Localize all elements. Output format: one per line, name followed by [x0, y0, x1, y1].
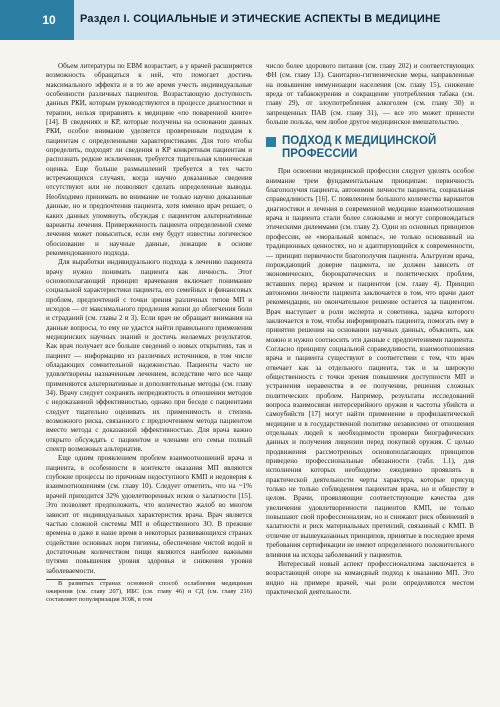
paragraph: Еще одним проявлением проблем взаимоотношений врача и пациента, в особенности в контексте оказания МП являются глубокие процессы по причинам недоступного КМП и недоверия к взаимоотношениям (см. главу 10). Следует отметить, что на ~1% врачей приходится 32% удовлетворенных исков о халатности [15]. Это позволяет предположить, что количество жалоб во многом зависит от индивидуальных характеристик врача. Врач является частью сложной системы МП и общественного ЗО. В прежние времена в даже в наше время в некоторых развивающихся странах содействие основных норм гигиены, обеспечение чистой водой и достаточным количеством пищи являются наиболее важными путями повышения уровня здоровья и снижения уровня заболеваемости. [46, 454, 252, 575]
right-column [266, 62, 474, 597]
section-heading [266, 135, 474, 161]
paragraph: При освоении медицинской профессии следует уделять особое внимание трем фундаментальным принципам: первичность благополучия пациента, автономия личности пациента, социальная справедливость [16]. С появлением большого количества вариантов диагностики и лечения в современной медицине взаимоотношения врача и пациента стали более сложными и могут сопровождаться этическими дилеммами (см. главу 2). Один из основных принципов профессии, ее «моральный компас», не только основанный на традиционных ценностях, но и адаптирующийся к современности, — принцип первичности благополучия пациента. Альтруизм врача, порождающий доверие пациента, не должен зависеть от экономических, бюрократических и политических проблем, вставших перед врачом и пациентом (см. главу 4). Принцип автономии личности пациента заключается в том, что врачи дают рекомендации, но окончательное решение остается за пациентом. Врач выступает в роли эксперта и советника, задача которого заключается в том, чтобы информировать пациента, помогать ему в принятии решения на основании научных данных, объяснять, как можно и нужно соотносить эти данные с предпочтениями пациента. Согласно принципу социальной справедливости, взаимоотношения врача и пациента существуют в соответствии с тем, что врач отвечает как за отдельного пациента, так и за широкую общественность с точки зрения повышения доступности МП и устранения неравенства в ее получении, решения сложных политических проблем. Например, результаты исследований вопроса взаимосвязи интерсерийного оружия и частоты убийств и самоубийств [17] могут найти применение в профилактической медицине и в государственной политике независимо от отношения отдельных людей к необходимости проверки биографических данных и получения лицензии перед покупкой оружия. С целью продвижения рассмотренных основополагающих принципов приведено профессиональные обязанности (табл. 1.1), для исполнения которых необходимо ежедневно проявлять в практической деятельности черты характера, которые присущ только не только соблюдением пациентам врача, но и обществу в целом. Врачи, проявляющие соответствующие качества для увеличения удовлетворенности пациентов КМП, не только повышают свой профессионализм, но и снижают риск обвинений в халатности и риск материальных претензий, связанный с КМП. В отличие от вышеуказанных принципов, принятые в последнее время требования сертификации не имеют определенного положительного влияния на исходы заболеваний у пациентов. [266, 167, 474, 559]
section-marker-icon [266, 137, 276, 147]
section-title: ПОДХОД К МЕДИЦИНСКОЙ ПРОФЕССИИ [282, 135, 437, 161]
paragraph: Объем литературы по EBM возрастает, а у врачей расширяется возможность обращаться к ней, что помогает достичь максимального эффекта и в то же время учесть индивидуальные особенности различных пациентов. Возрастающую доступность данных РКИ, которым руководствуются в процессе диагностики и терапии, нельзя приравнять к медицине «по поваренной книге» [14]. В сведениях и КР, которые получены на основании данных РКИ, особое внимание уделяется проверенным подходам к пациентам с определенными характеристиками. Для того чтобы определить, подходят ли сведения и КР конкретным пациентам и распознать редкие исключения, требуется тщательная клиническая оценка. Еще больше размышлений требуется в тех часто встречающихся случаях, когда научно доказанные сведения отсутствуют или не позволяют сделать определенные выводы. Необходимо принимать во внимание не только научно доказанные данные, но и предпочтения пациента, хотя именно врач решает, о каких данных упомянуть, обсуждая с пациентом альтернативные варианты лечения. Приверженность пациента определенной схеме лечения может повыситься, если ему будут известны логическое обоснование и научные данные, лежащие в основе рекомендованного подхода. [46, 62, 252, 257]
paragraph: число более здорового питания (см. главу 202) и соответствующих ФН (см. главу 13). Санитарно-гигиенические меры, направленные на повышение иммунизации населения (см. главу 15), снижение вреда от табакокурения и сокращение употребления табака (см. главу 29), от злоупотребления алкоголем (см. главу 30) и запрещенных ПАВ (см. главу 31), — все это может принести больше пользы, чем любое другое медицинское вмешательство. [266, 62, 474, 127]
left-column [46, 62, 252, 604]
page-header [0, 0, 500, 40]
footnote: В развитых странах основной способ ослабления медицинам ожирения (см. главу 207), ИБС (см. главу 46) и СД (см. главу 216) составляют популяризация ЗОЖ, в том [46, 579, 252, 603]
paragraph: Интересный новый аспект профессионализма заключается в возрастающей опоре на командный подход к оказанию МП. Это видно на примере врачей, чьи роли определяются местом практической деятельности. [266, 559, 474, 596]
running-title: Раздел I. СОЦИАЛЬНЫЕ И ЭТИЧЕСКИЕ АСПЕКТЫ В МЕДИЦИНЕ [80, 13, 441, 25]
page-number: 10 [42, 13, 56, 27]
paragraph: Для выработки индивидуального подхода к лечению пациента врачу нужно понимать пациента как личность. Этот основополагающий принцип врачевания включает понимание социальной характеристики пациента, его семейных и финансовых проблем, предпочтений с точки зрения различных типов МП и исходов — от максимального продления жизни до облегчения боли и страданий (см. главы 2 и 3). Если врач не обращает внимания на данные вопросы, то ему не удастся найти правильного применения медицинских научных знаний и достичь желаемых результатов. Как врач получает все больше сведений о новых открытиях, так и пациент — информацию из различных источников, в том числе обладающих сомнительной надежностью. Пациенты часто не удовлетворены назначенным лечением, вследствие чего все чаще применяются альтернативные и дополнительные методы (см. главу 34). Врачу следует сохранять непредвзятость в отношении методов с недоказанной эффективностью, однако при беседе с пациентами следует тщательно оценивать их применимость и степень возможного риска, связанного с предпочтением метода пациентом вместо метода с доказанной эффективностью. Для врача важно открыто обсуждать с пациентом и членами его семьи полный спектр возможных альтернатив. [46, 258, 252, 454]
